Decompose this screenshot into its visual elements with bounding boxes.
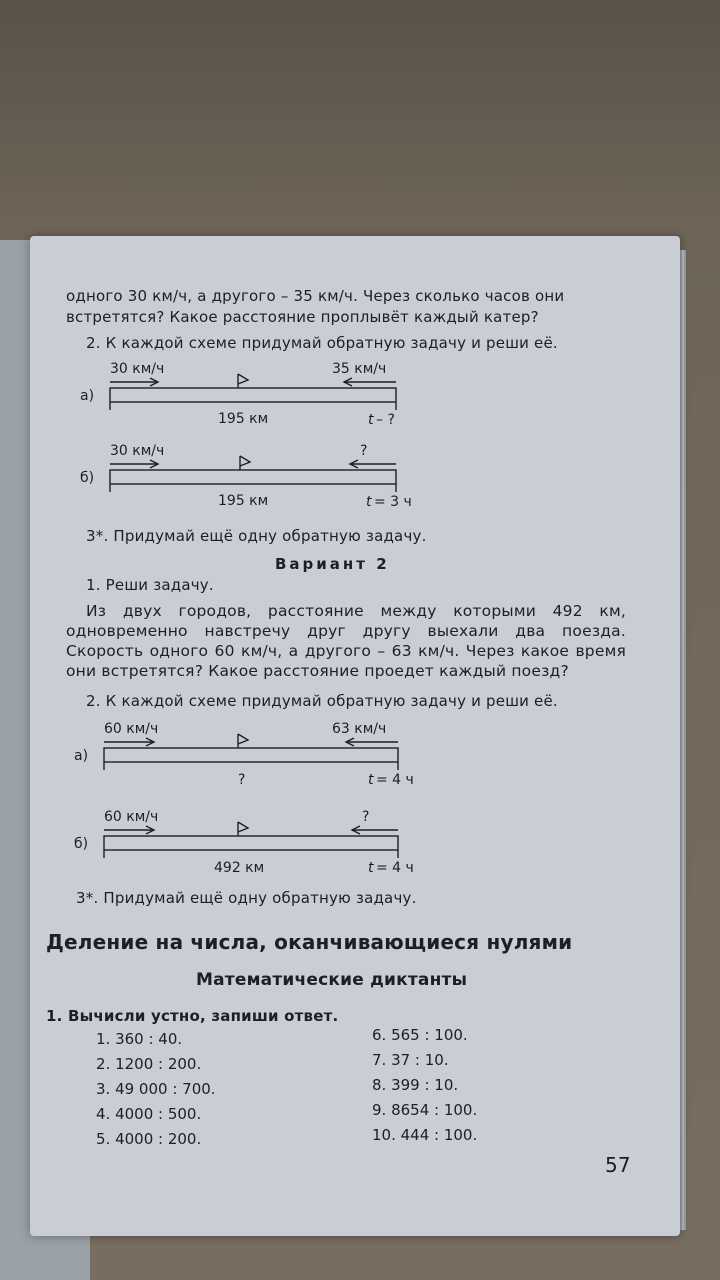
v2-task1: 1. Реши задачу. bbox=[86, 576, 214, 594]
time-label: – ? bbox=[376, 412, 395, 428]
time-t-label: t bbox=[368, 772, 374, 788]
diagram-v2a bbox=[74, 718, 424, 798]
list-item: 6. 565 : 100. bbox=[372, 1026, 468, 1044]
flag-icon bbox=[238, 734, 248, 744]
task3-variant2: 3*. Придумай ещё одну обратную задачу. bbox=[76, 889, 417, 907]
intro-line-2: встретятся? Какое расстояние проплывёт каждый катер? bbox=[66, 308, 539, 326]
diagram-label: б) bbox=[74, 836, 89, 852]
road-strip bbox=[110, 388, 396, 402]
distance-label: 492 км bbox=[214, 860, 265, 876]
intro-line-1: одного 30 км/ч, а другого – 35 км/ч. Через сколько часов они bbox=[66, 287, 565, 305]
distance-unknown: ? bbox=[238, 772, 246, 788]
right-speed-unknown: ? bbox=[362, 809, 370, 825]
subsection-title: Математические диктанты bbox=[196, 970, 468, 990]
right-speed-unknown: ? bbox=[360, 443, 368, 459]
flag-icon bbox=[238, 374, 248, 384]
distance-label: 195 км bbox=[218, 493, 269, 509]
distance-label: 195 км bbox=[218, 411, 269, 427]
diagram-v1a bbox=[80, 358, 420, 438]
diagram-label: а) bbox=[80, 388, 95, 404]
task3-variant1: 3*. Придумай ещё одну обратную задачу. bbox=[86, 527, 427, 545]
flag-icon bbox=[238, 822, 248, 832]
time-t-label: t bbox=[368, 860, 374, 876]
diagram-v2b bbox=[74, 806, 424, 886]
list-item: 4. 4000 : 500. bbox=[96, 1105, 202, 1123]
left-speed: 30 км/ч bbox=[110, 361, 165, 377]
page-number: 57 bbox=[605, 1153, 631, 1177]
time-label: = 4 ч bbox=[376, 772, 414, 788]
dictation-task: 1. Вычисли устно, запиши ответ. bbox=[46, 1007, 339, 1025]
time-t-label: t bbox=[366, 494, 372, 510]
list-item: 9. 8654 : 100. bbox=[372, 1101, 478, 1119]
road-strip bbox=[110, 470, 396, 484]
task2-variant1: 2. К каждой схеме придумай обратную задачу и реши её. bbox=[86, 334, 558, 352]
list-item: 10. 444 : 100. bbox=[372, 1126, 478, 1144]
diagram-label: б) bbox=[80, 470, 95, 486]
road-strip bbox=[104, 836, 398, 850]
v2-task1-text: Из двух городов, расстояние между которыми 492 км, одновременно навстречу друг другу выехали два поезда. Скорость одного 60 км/ч, а другого – 63 км/ч. Через какое время они встретятся? Какое расстояние проедет каждый поезд? bbox=[66, 602, 626, 680]
list-item: 7. 37 : 10. bbox=[372, 1051, 449, 1069]
task2-variant2: 2. К каждой схеме придумай обратную задачу и реши её. bbox=[86, 692, 558, 710]
flag-icon bbox=[240, 456, 250, 466]
left-speed: 60 км/ч bbox=[104, 809, 159, 825]
list-item: 3. 49 000 : 700. bbox=[96, 1080, 216, 1098]
road-strip bbox=[104, 748, 398, 762]
left-speed: 60 км/ч bbox=[104, 721, 159, 737]
time-t-label: t bbox=[368, 412, 374, 428]
exercise-list-right bbox=[372, 1023, 477, 1148]
diagram-label: а) bbox=[74, 748, 89, 764]
diagram-v1b bbox=[80, 440, 420, 520]
exercise-list-left bbox=[96, 1027, 216, 1152]
variant2-title: Вариант 2 bbox=[275, 555, 390, 573]
right-speed: 63 км/ч bbox=[332, 721, 387, 737]
left-speed: 30 км/ч bbox=[110, 443, 165, 459]
list-item: 2. 1200 : 200. bbox=[96, 1055, 202, 1073]
time-label: = 3 ч bbox=[374, 494, 412, 510]
time-label: = 4 ч bbox=[376, 860, 414, 876]
right-speed: 35 км/ч bbox=[332, 361, 387, 377]
section-title: Деление на числа, оканчивающиеся нулями bbox=[46, 930, 573, 954]
list-item: 1. 360 : 40. bbox=[96, 1030, 183, 1048]
list-item: 8. 399 : 10. bbox=[372, 1076, 459, 1094]
list-item: 5. 4000 : 200. bbox=[96, 1130, 202, 1148]
